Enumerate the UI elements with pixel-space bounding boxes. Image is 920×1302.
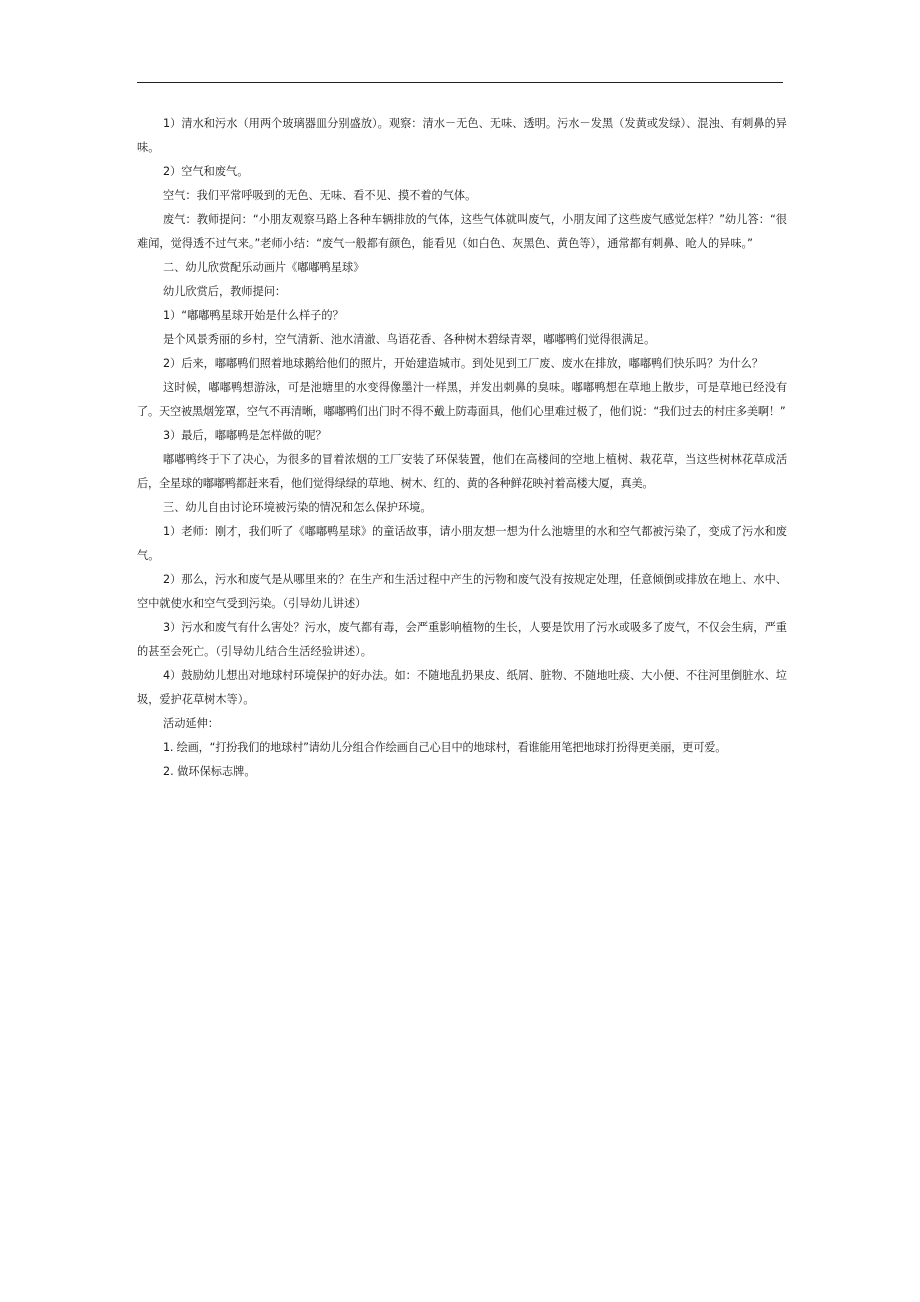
paragraph-question-3: 3）最后，嘟嘟鸭是怎样做的呢？ — [163, 429, 327, 442]
paragraph-air-and-exhaust: 2）空气和废气。 — [163, 165, 249, 178]
paragraph-extension-heading: 活动延伸： — [163, 717, 219, 730]
paragraph-answer-2: 这时候，嘟嘟鸭想游泳，可是池塘里的水变得像墨汁一样黑，并发出刺鼻的臭味。嘟嘟鸭想在草地上散步，可是草地已经没有了。天空被黑烟笼罩，空气不再清晰，嘟嘟鸭们出门时不得不戴上防毒面具，他们心里难过极了，他们说：“我们过去的村庄多美啊！” — [137, 381, 787, 418]
header-rule — [137, 82, 783, 83]
paragraph-discussion-3: 3）污水和废气有什么害处？污水，废气都有毒，会严重影响植物的生长，人要是饮用了污水或吸多了废气，不仅会生病，严重的甚至会死亡。（引导幼儿结合生活经验讲述）。 — [137, 621, 787, 658]
section-heading-discussion: 三、幼儿自由讨论环境被污染的情况和怎么保护环境。 — [163, 501, 432, 514]
paragraph-question-2: 2）后来，嘟嘟鸭们照着地球鹅给他们的照片，开始建造城市。到处见到工厂废、废水在排放，嘟嘟鸭们快乐吗？为什么？ — [163, 357, 764, 370]
paragraph-teacher-asks: 幼儿欣赏后，教师提问： — [163, 285, 287, 298]
document-body — [137, 112, 787, 784]
paragraph-discussion-1: 1）老师：刚才，我们听了《嘟嘟鸭星球》的童话故事，请小朋友想一想为什么池塘里的水和空气都被污染了，变成了污水和废气。 — [137, 525, 787, 562]
paragraph-discussion-2: 2）那么，污水和废气是从哪里来的？在生产和生活过程中产生的污物和废气没有按规定处理，任意倾倒或排放在地上、水中、空中就使水和空气受到污染。（引导幼儿讲述） — [137, 573, 787, 610]
paragraph-extension-1: 1. 绘画，“打扮我们的地球村”请幼儿分组合作绘画自己心目中的地球村，看谁能用笔把地球打扮得更美丽，更可爱。 — [163, 741, 727, 754]
paragraph-question-1: 1）“嘟嘟鸭星球开始是什么样子的？ — [163, 309, 344, 322]
section-heading-animation: 二、幼儿欣赏配乐动画片《嘟嘟鸭星球》 — [163, 261, 365, 274]
paragraph-answer-3: 嘟嘟鸭终于下了决心，为很多的冒着浓烟的工厂安装了环保装置，他们在高楼间的空地上植树、栽花草，当这些树林花草成活后，全星球的嘟嘟鸭都赶来看，他们觉得绿绿的草地、树木、红的、黄的各种鲜花映衬着高楼大厦，真美。 — [137, 453, 787, 490]
paragraph-air-definition: 空气：我们平常呼吸到的无色、无味、看不见、摸不着的气体。 — [163, 189, 477, 202]
paragraph-exhaust-discussion: 废气：教师提问：“小朋友观察马路上各种车辆排放的气体，这些气体就叫废气，小朋友闻了这些废气感觉怎样？”幼儿答：“很难闻，觉得透不过气来。”老师小结：“废气一般都有颜色，能看见（如白色、灰黑色、黄色等），通常都有刺鼻、呛人的异味。” — [137, 213, 787, 250]
paragraph-extension-2: 2. 做环保标志牌。 — [163, 765, 256, 778]
paragraph-water-comparison: 1）清水和污水（用两个玻璃器皿分别盛放）。观察：清水－无色、无味、透明。污水－发黑（发黄或发绿）、混浊、有刺鼻的异味。 — [137, 117, 787, 154]
paragraph-answer-1: 是个风景秀丽的乡村，空气清新、池水清澈、鸟语花香、各种树木碧绿青翠，嘟嘟鸭们觉得很满足。 — [163, 333, 656, 346]
paragraph-discussion-4: 4）鼓励幼儿想出对地球村环境保护的好办法。如：不随地乱扔果皮、纸屑、脏物、不随地吐痰、大小便、不往河里倒脏水、垃圾，爱护花草树木等）。 — [137, 669, 787, 706]
